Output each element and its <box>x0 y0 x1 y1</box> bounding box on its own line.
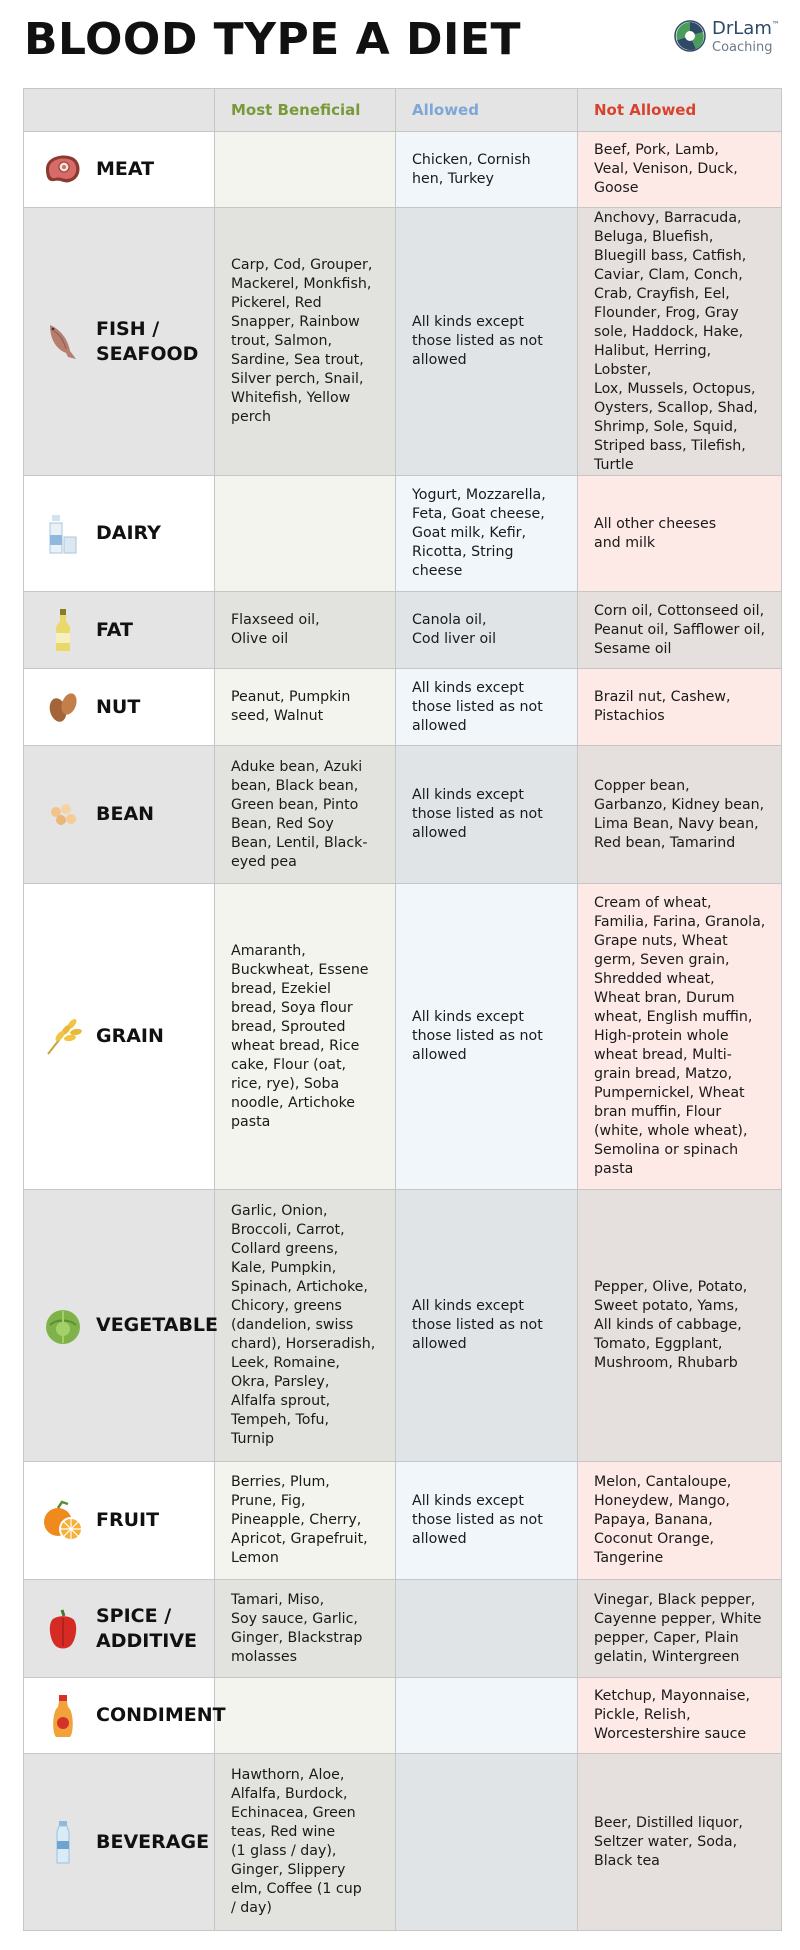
most-beneficial-cell <box>215 476 396 592</box>
most-beneficial-cell: Tamari, Miso, Soy sauce, Garlic, Ginger, Blackstrap molasses <box>215 1580 396 1678</box>
fish-icon <box>40 319 86 365</box>
not-allowed-cell: Beer, Distilled liquor, Seltzer water, Soda, Black tea <box>578 1754 782 1931</box>
category-name: FISH / SEAFOOD <box>96 317 199 365</box>
not-allowed-cell: Anchovy, Barracuda, Beluga, Bluefish, Bluegill bass, Catfish, Caviar, Clam, Conch, Crab, Crayfish, Eel, Flounder, Frog, Gray sole, Haddock, Hake, Halibut, Herring, Lobster, Lox, Mussels, Octopus, Oysters, Scallop, Shad, Shrimp, Sole, Squid, Striped bass, Tilefish, Turtle <box>578 208 782 476</box>
table-row-dairy <box>24 476 782 592</box>
not-allowed-cell: Beef, Pork, Lamb, Veal, Venison, Duck, Goose <box>578 132 782 208</box>
most-beneficial-cell: Flaxseed oil, Olive oil <box>215 592 396 669</box>
category-name: BEAN <box>96 803 155 825</box>
not-allowed-cell: Vinegar, Black pepper, Cayenne pepper, White pepper, Caper, Plain gelatin, Wintergreen <box>578 1580 782 1678</box>
not-allowed-cell: Pepper, Olive, Potato, Sweet potato, Yams, All kinds of cabbage, Tomato, Eggplant, Mushroom, Rhubarb <box>578 1190 782 1462</box>
allowed-cell <box>396 1580 578 1678</box>
category-name: VEGETABLE <box>96 1314 219 1336</box>
table-row-spice-additive <box>24 1580 782 1678</box>
not-allowed-cell: Corn oil, Cottonseed oil, Peanut oil, Safflower oil, Sesame oil <box>578 592 782 669</box>
allowed-cell <box>396 1678 578 1754</box>
category-name: GRAIN <box>96 1025 164 1047</box>
category-name: FAT <box>96 618 133 641</box>
allowed-cell: All kinds except those listed as not allowed <box>396 1462 578 1580</box>
most-beneficial-cell: Hawthorn, Aloe, Alfalfa, Burdock, Echinacea, Green teas, Red wine (1 glass / day), Ginger, Slippery elm, Coffee (1 cup / day) <box>215 1754 396 1931</box>
header-most-beneficial: Most Beneficial <box>215 89 396 132</box>
diet-table <box>23 88 782 1931</box>
allowed-cell: All kinds except those listed as not allowed <box>396 669 578 746</box>
almond-icon <box>40 684 86 730</box>
header-category <box>24 89 215 132</box>
table-row-beverage <box>24 1754 782 1931</box>
not-allowed-cell: Copper bean, Garbanzo, Kidney bean, Lima Bean, Navy bean, Red bean, Tamarind <box>578 746 782 884</box>
category-name: NUT <box>96 695 141 718</box>
sauce-bottle-icon <box>40 1693 86 1739</box>
not-allowed-cell: Ketchup, Mayonnaise, Pickle, Relish, Worcestershire sauce <box>578 1678 782 1754</box>
not-allowed-cell: Brazil nut, Cashew, Pistachios <box>578 669 782 746</box>
most-beneficial-cell: Carp, Cod, Grouper, Mackerel, Monkfish, Pickerel, Red Snapper, Rainbow trout, Salmon, Sardine, Sea trout, Silver perch, Snail, Whitefish, Yellow perch <box>215 208 396 476</box>
water-bottle-icon <box>40 1819 86 1865</box>
table-row-condiment <box>24 1678 782 1754</box>
oil-bottle-icon <box>40 607 86 653</box>
brand-logo[interactable] <box>674 16 784 60</box>
allowed-cell: All kinds except those listed as not allowed <box>396 884 578 1190</box>
steak-icon <box>40 147 86 193</box>
not-allowed-cell: All other cheeses and milk <box>578 476 782 592</box>
wheat-icon <box>40 1014 86 1060</box>
most-beneficial-cell: Aduke bean, Azuki bean, Black bean, Green bean, Pinto Bean, Red Soy Bean, Lentil, Black- eyed pea <box>215 746 396 884</box>
table-row-fat <box>24 592 782 669</box>
page-title: BLOOD TYPE A DIET <box>24 14 521 65</box>
allowed-cell: Yogurt, Mozzarella, Feta, Goat cheese, Goat milk, Kefir, Ricotta, String cheese <box>396 476 578 592</box>
category-name: FRUIT <box>96 1509 160 1531</box>
milk-icon <box>40 511 86 557</box>
cabbage-icon <box>40 1303 86 1349</box>
most-beneficial-cell: Garlic, Onion, Broccoli, Carrot, Collard greens, Kale, Pumpkin, Spinach, Artichoke, Chicory, greens (dandelion, swiss chard), Horseradish, Leek, Romaine, Okra, Parsley, Alfalfa sprout, Tempeh, Tofu, Turnip <box>215 1190 396 1462</box>
table-row-vegetable <box>24 1190 782 1462</box>
not-allowed-cell: Cream of wheat, Familia, Farina, Granola, Grape nuts, Wheat germ, Seven grain, Shredded wheat, Wheat bran, Durum wheat, English muffin, High-protein whole wheat bread, Multi- grain bread, Matzo, Pumpernickel, Wheat bran muffin, Flour (white, whole wheat), Semolina or spinach pasta <box>578 884 782 1190</box>
category-name: SPICE / ADDITIVE <box>96 1604 198 1652</box>
most-beneficial-cell: Berries, Plum, Prune, Fig, Pineapple, Cherry, Apricot, Grapefruit, Lemon <box>215 1462 396 1580</box>
table-row-fish-seafood <box>24 208 782 476</box>
logo-icon <box>674 20 706 52</box>
header-not-allowed: Not Allowed <box>578 89 782 132</box>
table-row-meat <box>24 132 782 208</box>
orange-icon <box>40 1498 86 1544</box>
logo-name: DrLam™ <box>712 18 780 39</box>
table-header-row <box>24 89 782 132</box>
allowed-cell: Canola oil, Cod liver oil <box>396 592 578 669</box>
allowed-cell: All kinds except those listed as not allowed <box>396 208 578 476</box>
beans-icon <box>40 792 86 838</box>
most-beneficial-cell: Peanut, Pumpkin seed, Walnut <box>215 669 396 746</box>
not-allowed-cell: Melon, Cantaloupe, Honeydew, Mango, Papaya, Banana, Coconut Orange, Tangerine <box>578 1462 782 1580</box>
allowed-cell: All kinds except those listed as not allowed <box>396 1190 578 1462</box>
category-name: BEVERAGE <box>96 1830 210 1853</box>
category-name: MEAT <box>96 158 155 180</box>
allowed-cell: Chicken, Cornish hen, Turkey <box>396 132 578 208</box>
allowed-cell: All kinds except those listed as not allowed <box>396 746 578 884</box>
table-row-grain <box>24 884 782 1190</box>
allowed-cell <box>396 1754 578 1931</box>
logo-subtitle: Coaching <box>712 40 773 55</box>
bell-pepper-icon <box>40 1606 86 1652</box>
table-row-nut <box>24 669 782 746</box>
table-row-fruit <box>24 1462 782 1580</box>
category-name: DAIRY <box>96 522 161 544</box>
table-row-bean <box>24 746 782 884</box>
most-beneficial-cell <box>215 132 396 208</box>
header-allowed: Allowed <box>396 89 578 132</box>
category-name: CONDIMENT <box>96 1704 226 1726</box>
most-beneficial-cell: Amaranth, Buckwheat, Essene bread, Ezekiel bread, Soya flour bread, Sprouted wheat bread, Rice cake, Flour (oat, rice, rye), Soba noodle, Artichoke pasta <box>215 884 396 1190</box>
most-beneficial-cell <box>215 1678 396 1754</box>
